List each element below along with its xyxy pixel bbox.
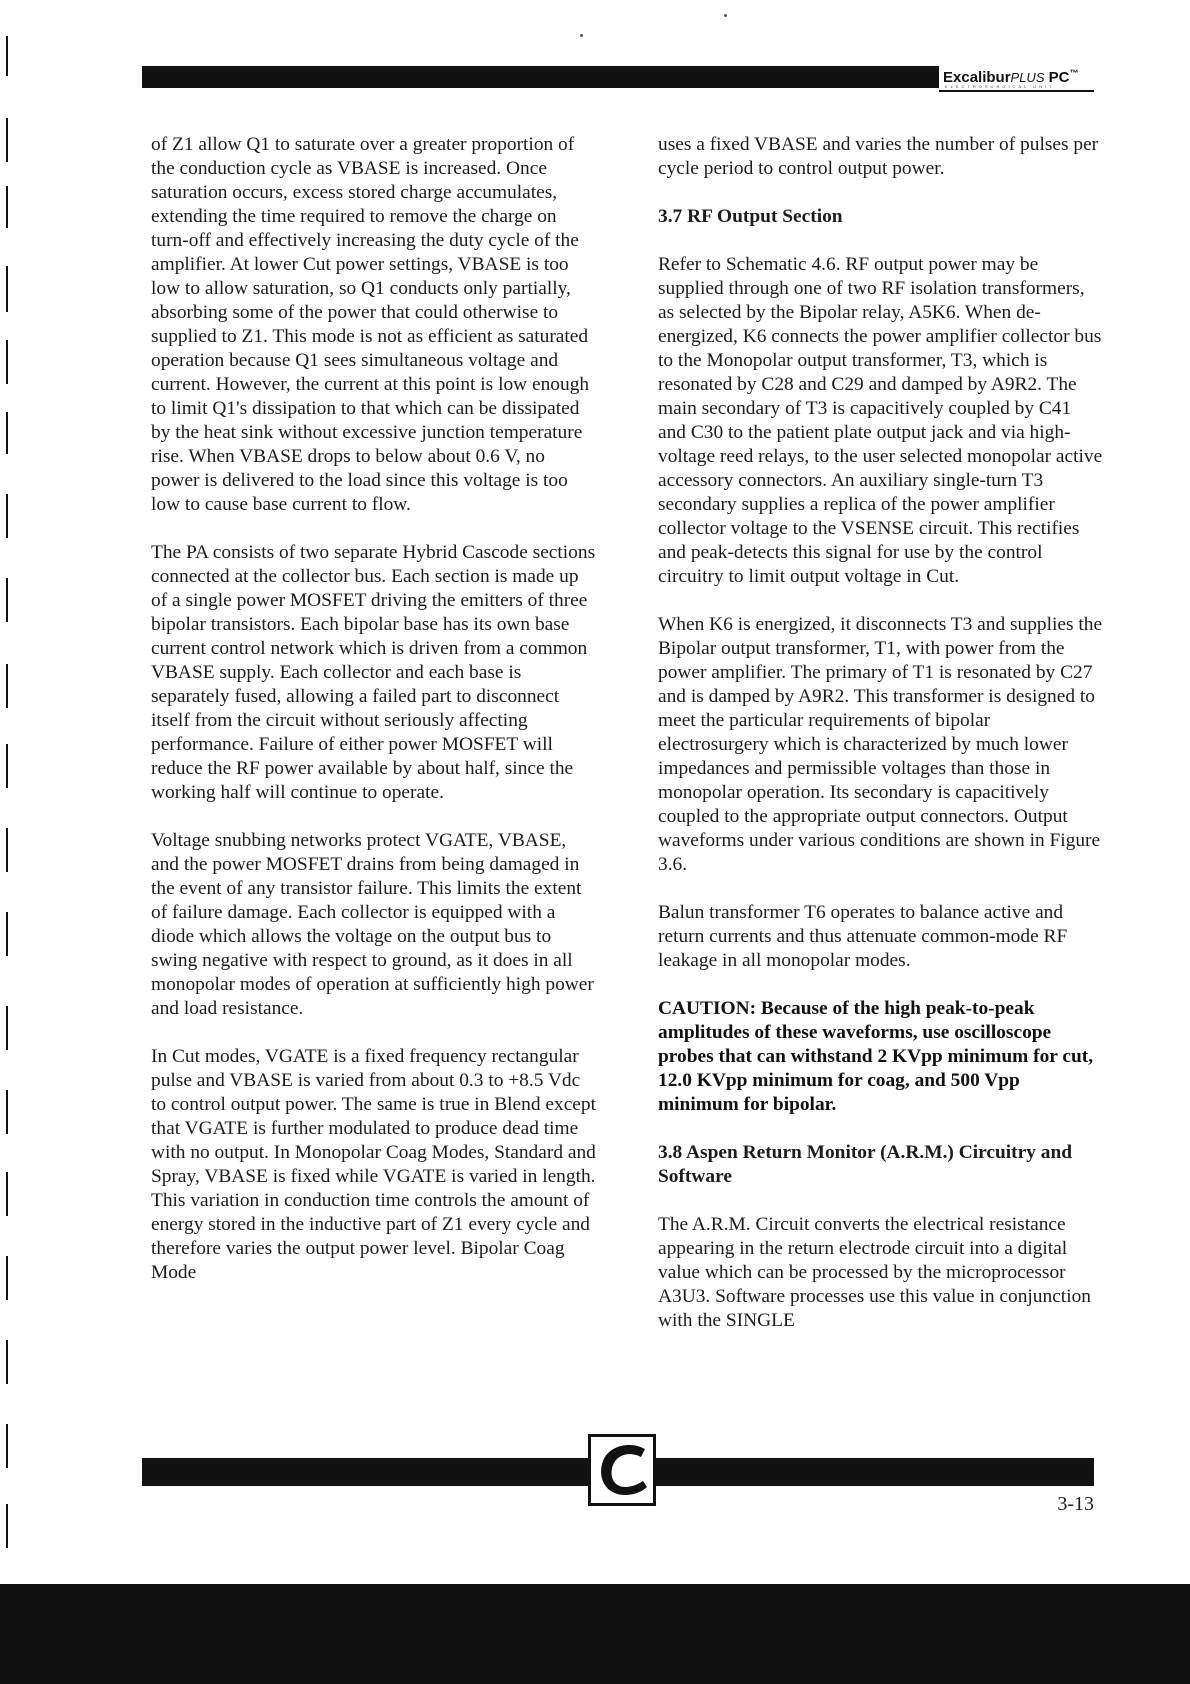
binding-mark bbox=[6, 118, 8, 162]
binding-mark bbox=[6, 412, 8, 454]
body-paragraph: The PA consists of two separate Hybrid Cascode sections connected at the collector bus. Each section is made up of a single power MOSFET driving the emitters of three bipolar transistors. Each bipolar base has its own base current control network which is driven from a common VBASE supply. Each collector and each base is separately fused, allowing a failed part to disconnect itself from the circuit without seriously affecting performance. Failure of either power MOSFET will reduce the RF power available by about half, since the working half will continue to operate. bbox=[151, 542, 596, 803]
section-heading-3-7: 3.7 RF Output Section bbox=[658, 206, 843, 227]
binding-mark bbox=[6, 1172, 8, 1216]
binding-mark bbox=[6, 1340, 8, 1384]
brand-logo bbox=[939, 66, 1094, 92]
binding-mark bbox=[6, 36, 8, 76]
binding-mark bbox=[6, 1090, 8, 1134]
body-paragraph: Balun transformer T6 operates to balance active and return currents and thus attenuate common-mode RF leakage in all monopolar modes. bbox=[658, 902, 1068, 971]
scan-speck bbox=[580, 34, 583, 37]
body-paragraph: Refer to Schematic 4.6. RF output power may be supplied through one of two RF isolation transformers, as selected by the Bipolar relay, A5K6. When de-energized, K6 connects the power amplifier collector bus to the Monopolar output transformer, T3, which is resonated by C28 and C29 and damped by A9R2. The main secondary of T3 is capacitively coupled by C41 and C30 to the patient plate output jack and via high-voltage reed relays, to the user selected monopolar active accessory connectors. An auxiliary single-turn T3 secondary supplies a replica of the power amplifier collector voltage to the VSENSE circuit. This rectifies and peak-detects this signal for use by the control circuitry to limit output voltage in Cut. bbox=[658, 254, 1103, 587]
body-paragraph: The A.R.M. Circuit converts the electrical resistance appearing in the return electrode circuit into a digital value which can be processed by the microprocessor A3U3. Software processes use this value in conjunction with the SINGLE bbox=[658, 1214, 1091, 1331]
caution-note: CAUTION: Because of the high peak-to-peak amplitudes of these waveforms, use oscilloscope probes that can withstand 2 KVpp minimum for cut, 12.0 KVpp minimum for coag, and 500 Vpp minimum for bipolar. bbox=[658, 998, 1094, 1115]
brand-pc: PC bbox=[1044, 69, 1070, 86]
binding-mark bbox=[6, 1504, 8, 1548]
right-column bbox=[658, 133, 1103, 1357]
binding-mark bbox=[6, 912, 8, 956]
company-logo-icon bbox=[588, 1434, 656, 1506]
binding-mark bbox=[6, 828, 8, 872]
binding-mark bbox=[6, 664, 8, 708]
body-paragraph: In Cut modes, VGATE is a fixed frequency rectangular pulse and VBASE is varied from about 0.3 to +8.5 Vdc to control output power. The same is true in Blend except that VGATE is further modulated to produce dead time with no output. In Monopolar Coag Modes, Standard and Spray, VBASE is fixed while VGATE is varied in length. This variation in conduction time controls the amount of energy stored in the inductive part of Z1 every cycle and therefore varies the output power level. Bipolar Coag Mode bbox=[151, 1046, 596, 1283]
binding-mark bbox=[6, 578, 8, 622]
body-paragraph: Voltage snubbing networks protect VGATE, VBASE, and the power MOSFET drains from being damaged in the event of any transistor failure. This limits the extent of failure damage. Each collector is equipped with a diode which allows the voltage on the output bus to swing negative with respect to ground, as it does in all monopolar modes of operation at sufficiently high power and load resistance. bbox=[151, 830, 594, 1019]
body-paragraph: When K6 is energized, it disconnects T3 and supplies the Bipolar output transformer, T1, with power from the power amplifier. The primary of T1 is resonated by C27 and is damped by A9R2. This transformer is designed to meet the particular requirements of bipolar electrosurgery which is characterized by much lower impedances and permissible voltages than those in monopolar operation. Its secondary is capacitively coupled to the appropriate output connectors. Output waveforms under various conditions are shown in Figure 3.6. bbox=[658, 614, 1103, 875]
binding-mark bbox=[6, 744, 8, 788]
c-logo-icon bbox=[591, 1437, 653, 1503]
page-number: 3-13 bbox=[1057, 1493, 1094, 1515]
binding-mark bbox=[6, 494, 8, 538]
body-paragraph: uses a fixed VBASE and varies the number of pulses per cycle period to control output power. bbox=[658, 134, 1099, 179]
brand-main: Excalibur bbox=[943, 69, 1011, 86]
section-heading-3-8: 3.8 Aspen Return Monitor (A.R.M.) Circuitry and Software bbox=[658, 1142, 1073, 1187]
scan-speck bbox=[724, 14, 727, 17]
binding-mark bbox=[6, 266, 8, 312]
binding-mark bbox=[6, 1006, 8, 1050]
binding-mark bbox=[6, 186, 8, 228]
binding-mark bbox=[6, 1424, 8, 1468]
header-bar bbox=[142, 66, 1094, 88]
brand-tm: ™ bbox=[1069, 68, 1079, 78]
binding-mark bbox=[6, 1256, 8, 1300]
scan-bottom-band bbox=[0, 1584, 1190, 1684]
brand-plus: PLUS bbox=[1010, 70, 1045, 85]
body-paragraph: of Z1 allow Q1 to saturate over a greater proportion of the conduction cycle as VBASE is increased. Once saturation occurs, excess stored charge accumulates, extending the time required to remove the charge on turn-off and effectively increasing the duty cycle of the amplifier. At lower Cut power settings, VBASE is too low to allow saturation, so Q1 conducts only partially, absorbing some of the power that could otherwise to supplied to Z1. This mode is not as efficient as saturated operation because Q1 sees simultaneous voltage and current. However, the current at this point is low enough to limit Q1's dissipation to that which can be dissipated by the heat sink without excessive junction temperature rise. When VBASE drops to below about 0.6 V, no power is delivered to the load since this voltage is too low to cause base current to flow. bbox=[151, 134, 590, 515]
brand-subtitle: ELECTROSURGICAL UNIT bbox=[945, 84, 1055, 89]
binding-mark bbox=[6, 340, 8, 384]
left-column bbox=[151, 133, 596, 1309]
